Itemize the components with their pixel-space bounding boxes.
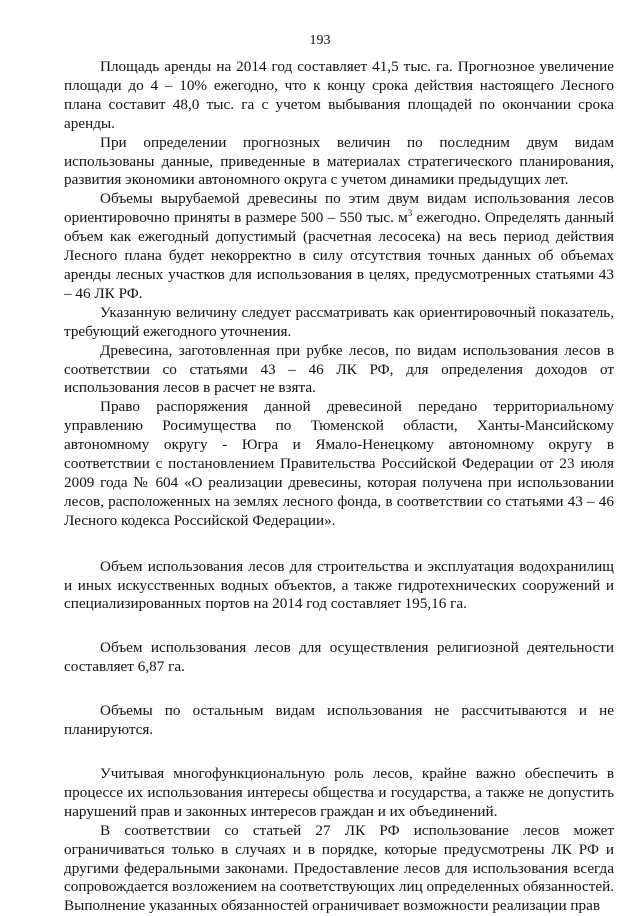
paragraph-religious: Объем использования лесов для осуществления религиозной деятельности составляет 6,87 га.: [64, 639, 614, 676]
harvest-volume-text-start: Объемы вырубаемой древесины по этим двум видам использования лесов ориентировочно приняты в размере 500 – 550 тыс. м: [64, 190, 614, 227]
paragraph-harvest-volume: [64, 190, 614, 303]
paragraph-timber-not-counted: Древесина, заготовленная при рубке лесов, по видам использования лесов в соответствии со статьями 43 – 46 ЛК РФ, для определения доходов от использования лесов в расчет не взята.: [64, 341, 614, 397]
paragraph-indicative-value: Указанную величину следует рассматривать как ориентировочный показатель, требующий ежегодного уточнения.: [64, 303, 614, 340]
harvest-volume-text-end: ежегодно. Определять данный объем как ежегодный допустимый (расчетная лесосека) на весь период действия Лесного плана будет некорректно в силу отсутствия точных данных об объемах аренды лесных участков для использования в целях, предусмотренных статьями 43 – 46 ЛК РФ.: [64, 209, 614, 302]
paragraph-reservoirs: Объем использования лесов для строительства и эксплуатация водохранилищ и иных искусственных водных объектов, а также гидротехнических сооружений и специализированных портов на 2014 год составляет 195,16 га.: [64, 557, 614, 613]
document-body: [64, 58, 614, 916]
paragraph-disposal-right: Право распоряжения данной древесиной передано территориальному управлению Росимущества по Тюменской области, Ханты-Мансийскому автономному округу - Югра и Ямало-Ненецкому автономному округу в соответствии с постановлением Правительства Российской Федерации от 23 июля 2009 года № 604 «О реализации древесины, которая получена при использовании лесов, расположенных на землях лесного фонда, в соответствии со статьями 43 – 46 Лесного кодекса Российской Федерации».: [64, 398, 614, 529]
paragraph-lease-area: Площадь аренды на 2014 год составляет 41,5 тыс. га. Прогнозное увеличение площади до 4 – 10% ежегодно, что к концу срока действия настоящего Лесного плана составит 48,0 тыс. га с учетом выбывания площадей по окончании срока аренды.: [64, 58, 614, 132]
page-number: 193: [309, 33, 331, 48]
paragraph-multifunctional: Учитывая многофункциональную роль лесов, крайне важно обеспечить в процессе их использования интересы общества и государства, а также не допустить нарушений прав и законных интересов граждан и их объединений.: [64, 765, 614, 820]
cubic-superscript: 3: [407, 208, 413, 219]
paragraph-forecast-data: При определении прогнозных величин по последним двум видам использованы данные, приведенные в материалах стратегического планирования, развития экономики автономного округа с учетом динамики предыдущих лет.: [64, 133, 614, 189]
paragraph-article-27: В соответствии со статьей 27 ЛК РФ использование лесов может ограничиваться только в случаях и в порядке, которые предусмотрены ЛК РФ и другими федеральными законами. Предоставление лесов для использования всегда сопровождается возложением на соответствующих лиц определенных обязанностей. Выполнение указанных обязанностей ограничивает возможности реализации прав: [64, 821, 614, 915]
paragraph-other-uses: Объемы по остальным видам использования не рассчитываются и не планируются.: [64, 702, 614, 739]
